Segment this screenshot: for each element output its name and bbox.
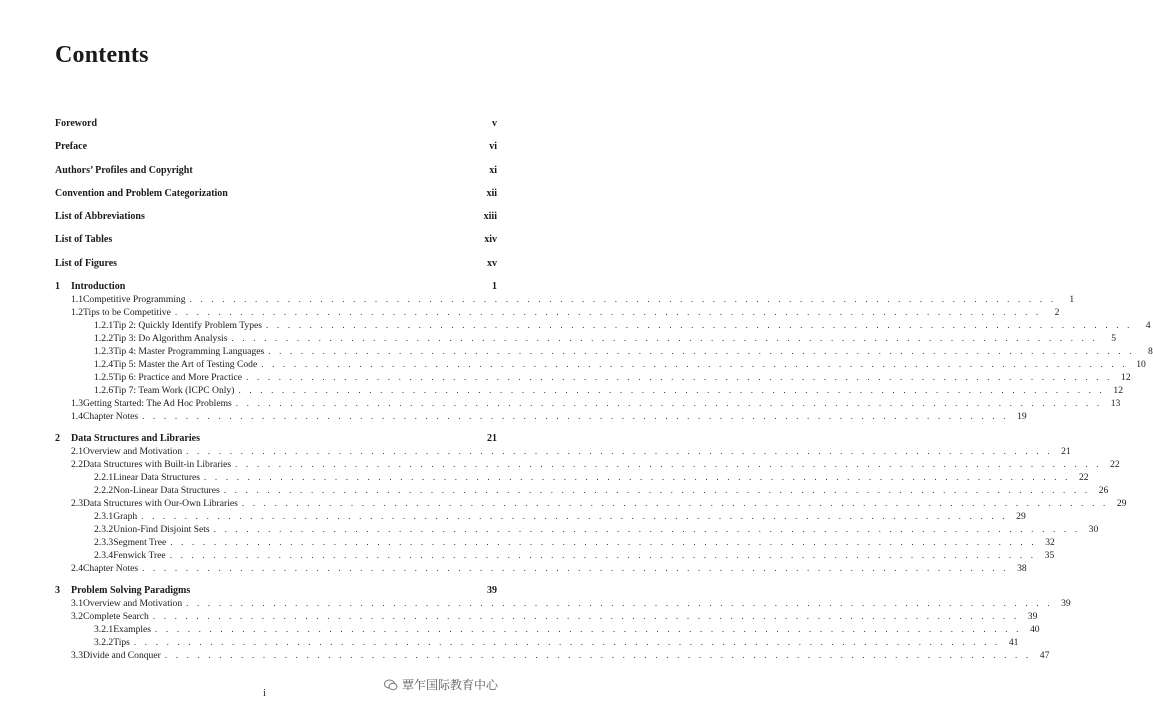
toc-entry-title: Fenwick Tree xyxy=(113,550,166,562)
toc-entry-title: List of Abbreviations xyxy=(55,211,145,223)
toc-entry-title: Segment Tree xyxy=(113,537,167,549)
toc-entry-number: 1.2.2 xyxy=(94,333,114,345)
toc-entry-number: 2.2 xyxy=(71,459,83,471)
toc-subsection-entry[interactable] xyxy=(55,345,1153,358)
toc-section-entry[interactable] xyxy=(55,293,1075,306)
toc-page-number: 1 xyxy=(1069,294,1075,306)
toc-page-number: 41 xyxy=(1008,637,1019,649)
dot-leader: . . . . . . . . . . . . . . . . . . . . . . . . . . . . . . . . . . . . . . . . . . . . . . . . . . . . . . . . . . . . . . . . . . . . . . . . . . . . . . . . xyxy=(186,446,1053,457)
dot-leader: . . . . . . . . . . . . . . . . . . . . . . . . . . . . . . . . . . . . . . . . . . . . . . . . . . . . . . . . . . . . . . . . . . . . . . . . . . . . . . . . xyxy=(189,294,1057,305)
toc-page-number: 47 xyxy=(1039,650,1050,662)
toc-entry-title: Tip 6: Practice and More Practice xyxy=(113,372,243,384)
toc-entry-title: Union-Find Disjoint Sets xyxy=(113,524,210,536)
toc-entry-title: Tip 7: Team Work (ICPC Only) xyxy=(113,385,235,397)
toc-front-matter-entry[interactable] xyxy=(55,233,497,256)
toc-page-number: 30 xyxy=(1088,524,1099,536)
toc-entry-number: 1.2.1 xyxy=(94,320,114,332)
toc-chapter-entry[interactable] xyxy=(55,584,497,597)
toc-page-number: xii xyxy=(486,187,497,199)
toc-subsection-entry[interactable] xyxy=(55,536,1055,549)
toc-front-matter-entry[interactable] xyxy=(55,117,497,140)
toc-chapter-entry[interactable] xyxy=(55,280,497,293)
dot-leader: . . . . . . . . . . . . . . . . . . . . . . . . . . . . . . . . . . . . . . . . . . . . . . . . . . . . . . . . . . . . . . . . . . . . . . . . . . . . . . . . xyxy=(235,398,1103,409)
toc-section-entry[interactable] xyxy=(55,306,1060,319)
toc-entry-title: Data Structures with Our-Own Libraries xyxy=(83,498,238,510)
toc-entry-number: 1.2.6 xyxy=(94,385,114,397)
dot-leader: . . . . . . . . . . . . . . . . . . . . . . . . . . . . . . . . . . . . . . . . . . . . . . . . . . . . . . . . . . . . . . . . . . . . . . . . . . . . . . . . xyxy=(238,385,1105,396)
toc-page-number: 22 xyxy=(1110,459,1120,471)
toc-entry-number: 2 xyxy=(55,433,60,445)
toc-page-number: 29 xyxy=(1016,511,1026,523)
toc-section-entry[interactable] xyxy=(55,445,1071,458)
dot-leader: . . . . . . . . . . . . . . . . . . . . . . . . . . . . . . . . . . . . . . . . . . . . . . . . . . . . . . . . . . . . . . . . . . . . . . . . . . . . . . . . xyxy=(261,359,1128,370)
toc-section-entry[interactable] xyxy=(55,597,1071,610)
toc-section-entry[interactable] xyxy=(55,397,1121,410)
chapter-spacer xyxy=(55,423,497,432)
toc-entry-title: Tip 2: Quickly Identify Problem Types xyxy=(113,320,263,332)
toc-entry-title: Examples xyxy=(113,624,152,636)
toc-entry-number: 2.2.1 xyxy=(94,472,114,484)
toc-entry-title: Data Structures and Libraries xyxy=(71,433,200,445)
toc-page-number: 39 xyxy=(1061,598,1071,610)
watermark xyxy=(384,676,498,693)
toc-page-number: 21 xyxy=(1061,446,1071,458)
dot-leader: . . . . . . . . . . . . . . . . . . . . . . . . . . . . . . . . . . . . . . . . . . . . . . . . . . . . . . . . . . . . . . . . . . . . . . . . . . . . . . . . xyxy=(213,524,1081,535)
toc-entry-title: Authors’ Profiles and Copyright xyxy=(55,164,193,176)
dot-leader: . . . . . . . . . . . . . . . . . . . . . . . . . . . . . . . . . . . . . . . . . . . . . . . . . . . . . . . . . . . . . . . . . . . . . . . . . . . . . . . . xyxy=(142,411,1009,422)
toc-entry-number: 2.1 xyxy=(71,446,83,458)
toc-entry-title: Overview and Motivation xyxy=(83,446,183,458)
toc-front-matter-entry[interactable] xyxy=(55,210,497,233)
toc-entry-title: Problem Solving Paradigms xyxy=(71,585,191,597)
toc-entry-title: Complete Search xyxy=(83,611,149,623)
dot-leader: . . . . . . . . . . . . . . . . . . . . . . . . . . . . . . . . . . . . . . . . . . . . . . . . . . . . . . . . . . . . . . . . . . . . . . . . . . . . . . . . xyxy=(266,320,1133,331)
dot-leader: . . . . . . . . . . . . . . . . . . . . . . . . . . . . . . . . . . . . . . . . . . . . . . . . . . . . . . . . . . . . . . . . . . . . . . . . . . . . . . . . xyxy=(204,472,1071,483)
toc-entry-number: 3 xyxy=(55,585,60,597)
toc-page-number: v xyxy=(492,118,497,129)
toc-subsection-entry[interactable] xyxy=(55,510,1026,523)
toc-subsection-entry[interactable] xyxy=(55,636,1019,649)
toc-section-entry[interactable] xyxy=(55,497,1127,510)
toc-page-number: 32 xyxy=(1045,537,1055,549)
toc-page-number: vi xyxy=(489,141,497,153)
toc-entry-title: Chapter Notes xyxy=(83,411,139,423)
toc-subsection-entry[interactable] xyxy=(55,549,1055,562)
toc-entry-number: 1.4 xyxy=(71,411,83,423)
toc-page-number: 12 xyxy=(1121,372,1131,384)
toc-entry-title: Overview and Motivation xyxy=(83,598,183,610)
page-title: Contents xyxy=(55,42,149,68)
toc-page-number: xi xyxy=(489,164,497,176)
toc-page-number: 38 xyxy=(1017,563,1027,575)
toc-entry-title: Competitive Programming xyxy=(83,294,186,306)
toc-subsection-entry[interactable] xyxy=(55,623,1040,636)
toc-entry-title: Introduction xyxy=(71,281,126,293)
toc-entry-number: 1.2 xyxy=(71,307,83,319)
toc-entry-title: Tips xyxy=(113,637,130,649)
toc-page-number: 10 xyxy=(1136,359,1146,371)
toc-entry-title: List of Tables xyxy=(55,234,113,246)
watermark-text: 覃乍国际教育中心 xyxy=(402,678,499,692)
toc-subsection-entry[interactable] xyxy=(55,371,1131,384)
toc-page-number: xiii xyxy=(483,211,497,223)
toc-page-number: 29 xyxy=(1116,498,1127,510)
toc-section-entry[interactable] xyxy=(55,649,1050,662)
toc-entry-number: 1.2.3 xyxy=(94,346,114,358)
toc-subsection-entry[interactable] xyxy=(55,484,1109,497)
dot-leader: . . . . . . . . . . . . . . . . . . . . . . . . . . . . . . . . . . . . . . . . . . . . . . . . . . . . . . . . . . . . . . . . . . . . . . . . . . . . . . . . xyxy=(152,611,1020,622)
toc-entry-number: 1.1 xyxy=(71,294,83,306)
toc-chapter-entry[interactable] xyxy=(55,432,497,445)
table-of-contents xyxy=(55,117,1153,662)
toc-entry-number: 2.3 xyxy=(71,498,83,510)
toc-section-entry[interactable] xyxy=(55,458,1120,471)
dot-leader: . . . . . . . . . . . . . . . . . . . . . . . . . . . . . . . . . . . . . . . . . . . . . . . . . . . . . . . . . . . . . . . . . . . . . . . . . . . . . . . . xyxy=(186,598,1053,609)
toc-page-number: 21 xyxy=(487,433,497,445)
toc-entry-number: 2.4 xyxy=(71,563,83,575)
dot-leader: . . . . . . . . . . . . . . . . . . . . . . . . . . . . . . . . . . . . . . . . . . . . . . . . . . . . . . . . . . . . . . . . . . . . . . . . . . . . . . . . xyxy=(235,459,1102,470)
toc-entry-title: Foreword xyxy=(55,118,98,129)
toc-entry-number: 1.2.4 xyxy=(94,359,114,371)
dot-leader: . . . . . . . . . . . . . . . . . . . . . . . . . . . . . . . . . . . . . . . . . . . . . . . . . . . . . . . . . . . . . . . . . . . . . . . . . . . . . . . . xyxy=(246,372,1113,383)
toc-entry-number: 1 xyxy=(55,281,60,293)
toc-entry-number: 3.3 xyxy=(71,650,83,662)
toc-subsection-entry[interactable] xyxy=(55,471,1089,484)
toc-entry-number: 3.2.1 xyxy=(94,624,114,636)
toc-entry-number: 2.2.2 xyxy=(94,485,114,497)
toc-entry-number: 3.2.2 xyxy=(94,637,114,649)
toc-subsection-entry[interactable] xyxy=(55,523,1099,536)
toc-entry-title: Getting Started: The Ad Hoc Problems xyxy=(83,398,232,410)
page-number: i xyxy=(263,688,266,699)
toc-section-entry[interactable] xyxy=(55,562,1027,575)
toc-page-number: 39 xyxy=(487,585,497,597)
toc-entry-number: 2.3.3 xyxy=(94,537,114,549)
toc-entry-title: Graph xyxy=(113,511,138,523)
wechat-icon xyxy=(384,679,398,691)
toc-page-number: 13 xyxy=(1110,398,1121,410)
toc-entry-title: Tip 5: Master the Art of Testing Code xyxy=(113,359,258,371)
dot-leader: . . . . . . . . . . . . . . . . . . . . . . . . . . . . . . . . . . . . . . . . . . . . . . . . . . . . . . . . . . . . . . . . . . . . . . . . . . . . . . . . xyxy=(155,624,1022,635)
toc-page-number: 26 xyxy=(1098,485,1109,497)
toc-entry-number: 2.3.1 xyxy=(94,511,114,523)
toc-front-matter-entry[interactable] xyxy=(55,257,497,280)
dot-leader: . . . . . . . . . . . . . . . . . . . . . . . . . . . . . . . . . . . . . . . . . . . . . . . . . . . . . . . . . . . . . . . . . . . . . . . . . . . . . . . . xyxy=(268,346,1135,357)
toc-page-number: 35 xyxy=(1044,550,1055,562)
toc-entry-title: Convention and Problem Categorization xyxy=(55,187,228,199)
toc-front-matter-entry[interactable] xyxy=(55,164,497,187)
toc-section-entry[interactable] xyxy=(55,410,1027,423)
toc-page-number: 1 xyxy=(492,281,497,293)
toc-entry-title: Data Structures with Built-in Libraries xyxy=(83,459,232,471)
toc-entry-title: Tip 3: Do Algorithm Analysis xyxy=(113,333,228,345)
toc-entry-title: List of Figures xyxy=(55,257,118,269)
toc-entry-number: 3.2 xyxy=(71,611,83,623)
toc-entry-title: Non-Linear Data Structures xyxy=(113,485,220,497)
toc-entry-title: Linear Data Structures xyxy=(113,472,201,484)
toc-entry-number: 2.3.4 xyxy=(94,550,114,562)
toc-entry-number: 3.1 xyxy=(71,598,83,610)
toc-entry-title: Tip 4: Master Programming Languages xyxy=(113,346,265,358)
toc-entry-number: 1.3 xyxy=(71,398,83,410)
toc-page-number: 8 xyxy=(1147,346,1153,358)
toc-subsection-entry[interactable] xyxy=(55,319,1151,332)
toc-entry-title: Tips to be Competitive xyxy=(83,307,171,319)
dot-leader: . . . . . . . . . . . . . . . . . . . . . . . . . . . . . . . . . . . . . . . . . . . . . . . . . . . . . . . . . . . . . . . . . . . . . . . . . . . . . . . . xyxy=(174,307,1042,318)
toc-page-number: xv xyxy=(487,257,497,269)
toc-subsection-entry[interactable] xyxy=(55,384,1123,397)
toc-entry-title: Divide and Conquer xyxy=(83,650,161,662)
dot-leader: . . . . . . . . . . . . . . . . . . . . . . . . . . . . . . . . . . . . . . . . . . . . . . . . . . . . . . . . . . . . . . . . . . . . . . . . . . . . . . . . xyxy=(231,333,1099,344)
toc-page-number: 22 xyxy=(1079,472,1089,484)
toc-page-number: 5 xyxy=(1111,333,1117,345)
toc-entry-number: 1.2.5 xyxy=(94,372,114,384)
dot-leader: . . . . . . . . . . . . . . . . . . . . . . . . . . . . . . . . . . . . . . . . . . . . . . . . . . . . . . . . . . . . . . . . . . . . . . . . . . . . . . . . xyxy=(241,498,1109,509)
dot-leader: . . . . . . . . . . . . . . . . . . . . . . . . . . . . . . . . . . . . . . . . . . . . . . . . . . . . . . . . . . . . . . . . . . . . . . . . . . . . . . . . xyxy=(141,511,1008,522)
toc-subsection-entry[interactable] xyxy=(55,358,1146,371)
toc-page-number: 19 xyxy=(1017,411,1027,423)
toc-entry-title: Preface xyxy=(55,141,88,153)
toc-section-entry[interactable] xyxy=(55,610,1038,623)
toc-front-matter-entry[interactable] xyxy=(55,140,497,163)
toc-entry-number: 2.3.2 xyxy=(94,524,114,536)
toc-page-number: 4 xyxy=(1145,320,1151,332)
toc-front-matter-entry[interactable] xyxy=(55,187,497,210)
dot-leader: . . . . . . . . . . . . . . . . . . . . . . . . . . . . . . . . . . . . . . . . . . . . . . . . . . . . . . . . . . . . . . . . . . . . . . . . . . . . . . . . xyxy=(133,637,1001,648)
chapter-spacer xyxy=(55,575,497,584)
toc-page-number: 39 xyxy=(1027,611,1038,623)
dot-leader: . . . . . . . . . . . . . . . . . . . . . . . . . . . . . . . . . . . . . . . . . . . . . . . . . . . . . . . . . . . . . . . . . . . . . . . . . . . . . . . . xyxy=(142,563,1009,574)
dot-leader: . . . . . . . . . . . . . . . . . . . . . . . . . . . . . . . . . . . . . . . . . . . . . . . . . . . . . . . . . . . . . . . . . . . . . . . . . . . . . . . . xyxy=(223,485,1091,496)
toc-page-number: 2 xyxy=(1054,307,1060,319)
toc-page-number: 12 xyxy=(1113,385,1123,397)
toc-page-number: 40 xyxy=(1030,624,1040,636)
dot-leader: . . . . . . . . . . . . . . . . . . . . . . . . . . . . . . . . . . . . . . . . . . . . . . . . . . . . . . . . . . . . . . . . . . . . . . . . . . . . . . . . xyxy=(170,537,1037,548)
toc-entry-title: Chapter Notes xyxy=(83,563,139,575)
toc-page-number: xiv xyxy=(484,234,497,246)
toc-subsection-entry[interactable] xyxy=(55,332,1117,345)
dot-leader: . . . . . . . . . . . . . . . . . . . . . . . . . . . . . . . . . . . . . . . . . . . . . . . . . . . . . . . . . . . . . . . . . . . . . . . . . . . . . . . . xyxy=(169,550,1037,561)
dot-leader: . . . . . . . . . . . . . . . . . . . . . . . . . . . . . . . . . . . . . . . . . . . . . . . . . . . . . . . . . . . . . . . . . . . . . . . . . . . . . . . . xyxy=(164,650,1032,661)
